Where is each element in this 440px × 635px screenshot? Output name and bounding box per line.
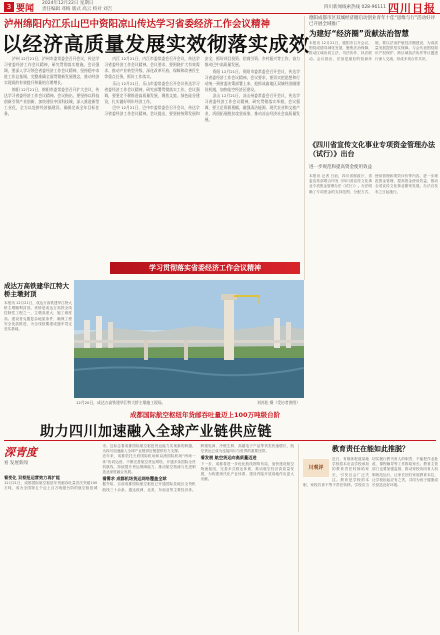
second-article-body: 看变化 双枢纽运营效力再扩能 12月21日，成都国际航空枢纽年货邮吞吐量首次突破100万吨，成为全国第五个迈上百万吨级台阶的航空枢纽城市。这标志着成都国际航空枢纽货运能力实现新的跨越，为四川加速融入全球产业链供应链提供有力支撑。 近年来，成都依托天府国际机场和双流国际机场“两场一体”协同运营，不断完善航空货运网络，开通多条国际全货机航线，持续提升货运保障能力，推动航空物流与先进制造业深度融合发展。 看需求 成都机场货运网络覆盖全球 据介绍，目前成都国际航空枢纽已开通国际及地区全货机航线三十余条，通达欧洲、北美、东南亚等主要经济体。跨境电商、冷链生鲜、高端电子产品等货类快速增长，航空货运已成为连接四川与世界的重要纽带。 看发展 航空货运向高质量迈进 下一步，成都将进一步优化航线网络布局，加快建设航空物流枢纽，完善多式联运体系，推动航空经济高质量发展，为构建现代化产业体系、建设内陆开放高地作出更大贡献。: [4, 444, 294, 492]
hotline-info: 四川新闻线索热线 028-96111: [324, 5, 386, 10]
photo-caption: 12月20日，成达万高铁建华江特大桥主墩施工现场。: [76, 400, 166, 405]
second-kicker: 成都国际航空枢纽年货邮吞吐量迈上100万吨级台阶: [130, 411, 281, 419]
lead-kicker: 泸州绵阳内江乐山巴中资阳凉山传达学习省委经济工作会议精神: [4, 19, 271, 30]
news-photo: [74, 280, 304, 398]
brief-body: 本报讯 12月21日，成达万高铁建华江特大桥主墩顺利封顶。该桥是成达万高铁全线控制性工程之一，主墩高度大，施工难度高。建设者克服复杂地质条件，确保工程安全优质推进，为全线按期建成通车奠定坚实基础。: [4, 301, 72, 332]
subhead: 看变化 双枢纽运营效力再扩能: [4, 475, 60, 480]
newspaper-logo: 四川日报: [388, 2, 436, 15]
subhead: 看需求 成都机场货运网络覆盖全球: [102, 476, 167, 482]
column-tag-subtitle: 看 发展新闻: [4, 461, 28, 466]
essay-headline: 教育责任在能如此推脱？: [332, 445, 409, 453]
subhead: 看发展 航空货运向高质量迈进: [200, 455, 257, 461]
lead-article-body: 泸州 12月21日，泸州市委常委会召开会议，传达学习省委经济工作会议精神，研究贯彻落实措施。会议强调，要深入学习领会省委经济工作会议精神，坚持稳中求进工作总基调，完整准确全面贯彻新发展理念，推动经济实现质的有效提升和量的合理增长。 绵阳 12月21日，绵阳市委常委会召开扩大会议，传达学习省委经济工作会议精神。会议指出，要坚持以科技创新引领产业创新，加快建设中国科技城，深入推进新型工业化，全力以赴拼经济搞建设，确保完成全年目标任务。 内江 12月21日，内江市委常委会召开会议，传达学习省委经济工作会议精神。会议要求，要围绕扩大有效需求、推动产业转型升级、深化改革开放、保障和改善民生等重点任务，抓好工作落实。 乐山 12月21日，乐山市委常委会召开会议传达学习省委经济工作会议精神，研究部署贯彻落实工作。会议强调，要坚定不移推进高质量发展，聚焦文旅、绿色硅谷建设，扎实做好明年经济工作。 巴中 12月21日，巴中市委常委会召开会议，传达学习省委经济工作会议精神。会议提出，要坚持统筹发展和安全，抓好项目投资、招商引资、乡村振兴等工作，奋力推动巴中高质量发展。 资阳 12月21日，资阳市委常委会召开会议，传达学习省委经济工作会议精神。会议要求，要切实把思想和行动统一到省委决策部署上来，抢抓成渝地区双城经济圈建设机遇，加快临空经济区建设。 凉山 12月21日，凉山州委常委会召开会议，传达学习省委经济工作会议精神，研究贯彻落实举措。会议强调，要立足资源禀赋，做强清洁能源、现代农业和文旅产业，巩固拓展脱贫攻坚成果，推动凉山经济社会高质量发展。: [4, 56, 300, 122]
second-headline: 助力四川加速融入全球产业链供应链: [40, 424, 272, 440]
right-article-body: 本报讯 12月21日，德阳市召开会议，围绕成德同城化发展，聚焦法治保障，推动区域协同立法、司法协作、执法联动。会议指出，法治是最好的营商环境，要以法治护航经济圈建设，为高质量发展提供坚实保障。与会代表围绕知识产权保护、跨区域执法协作等议题进行深入交流，形成多项合作共识。: [309, 41, 438, 61]
photo-credit: 刘苏松 摄（受访者供图）: [257, 400, 300, 405]
news-brief: [4, 282, 72, 402]
right-column: [304, 16, 438, 280]
commentary-essay: [298, 444, 438, 632]
date-line: 2024年12月22日 星期日 责任编辑 邓梅 版式 高云 校对 刘吉: [42, 1, 113, 12]
column-tag-title: 深青度: [4, 446, 37, 459]
section-name: 要闻: [16, 4, 35, 14]
right-subtitle-2: 进一步规范和提高资金使用效益: [309, 165, 372, 170]
essay-column-tag: 川观评: [303, 459, 329, 477]
right-headline-2: 《四川省宣传文化事业专项资金管理办法（试行）》出台: [309, 141, 435, 158]
column-tag: [4, 444, 56, 474]
lead-headline: 以经济高质量发展实效彻落实成效: [2, 32, 310, 56]
right-kicker: 德阳成都市区双城经济圈启动创业青年十佳“思维与行”活动好评已开展全域推广: [309, 16, 436, 27]
essay-body: 川观评 近日，有媒体报道某地学校将本应由学校承担的教育责任转嫁给家长，引发社会广泛关注。教育是学校的本职，家校共育不等于责任转移。学校应当切实履行教书育人的职责，不能把作业批改、课程辅导等工作推给家长。教育主管部门也要加强监督，推动家校协同育人机制规范运行，让家长回归家庭教育本位，让学校担起应有之责，共同为孩子健康成长营造良好环境。: [303, 457, 438, 488]
brief-headline: 成达万高铁建华江特大桥主墩封顶: [4, 282, 69, 298]
masthead: [0, 0, 440, 14]
section-divider: [4, 440, 436, 441]
bridge-photo-illustration: [74, 280, 304, 398]
page-number: 3: [4, 2, 14, 12]
topic-banner: 学习贯彻落实省委经济工作会议精神: [110, 262, 300, 274]
right-headline: 为建好“经济圈”贡献法治智慧: [309, 29, 409, 38]
right-article-body-2: 本报讯 记者 日前，四川省财政厅、省委宣传部联合印发《四川省宣传文化事业专项资金管理办法（试行）》。办法明确了专项资金的支持范围、分配方式、使用管理和绩效评价等内容，进一步规范资金管理，提高资金使用效益，推动全省宣传文化事业繁荣发展。办法自发布之日起施行。: [309, 174, 438, 194]
